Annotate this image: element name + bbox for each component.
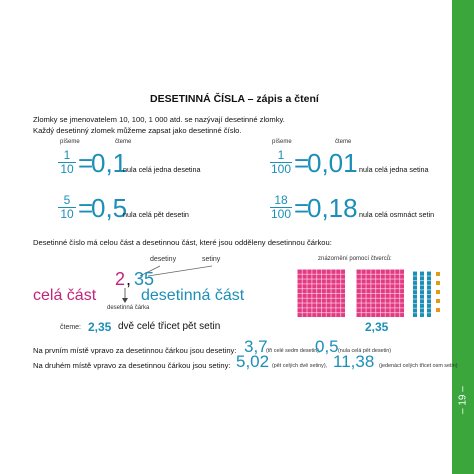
second-place-note-1: (pět celých dvě setiny), xyxy=(272,363,328,369)
hundredth-square-5 xyxy=(436,308,440,312)
equals-sign: = xyxy=(294,148,310,178)
first-place-example-1: 3,7 xyxy=(244,337,268,356)
second-place-note-2: (jedenáct celých třicet osm setin) xyxy=(379,363,458,369)
comma-sign: , xyxy=(126,269,132,289)
equals-sign: = xyxy=(78,148,94,178)
second-place-text: Na druhém místě vpravo za desetinnou čárkou jsou setiny: xyxy=(33,361,231,370)
reading-text: nula celá osmnáct setin xyxy=(359,210,435,219)
page-number: – 19 – xyxy=(457,386,469,414)
tenth-bar-1 xyxy=(413,271,417,317)
fraction-1-100 xyxy=(270,149,292,176)
second-place-example-2: 11,38 xyxy=(333,352,375,371)
parts-sentence: Desetinné číslo má celou část a desetinnou část, které jsou odděleny desetinnou čárkou: xyxy=(33,238,332,247)
label-setiny: setiny xyxy=(202,256,221,263)
label-cteme-example: čteme: xyxy=(60,324,82,331)
numerator: 5 xyxy=(58,194,76,208)
decimal-value: 0,01 xyxy=(307,148,358,178)
fraction-18-100 xyxy=(270,194,292,221)
reading-text: nula celá jedna setina xyxy=(359,165,429,174)
reading-text: nula celá pět desetin xyxy=(123,210,189,219)
intro-line-2: Každý desetinný zlomek můžeme zapsat jako desetinné číslo. xyxy=(33,126,242,135)
page-title: DESETINNÁ ČÍSLA – zápis a čtení xyxy=(150,93,319,105)
first-place-text: Na prvním místě vpravo za desetinnou čárkou jsou desetiny: xyxy=(33,346,237,355)
numerator: 1 xyxy=(270,149,292,163)
hundredth-square-3 xyxy=(436,290,440,294)
label-cela-cast: celá část xyxy=(33,287,97,304)
denominator: 10 xyxy=(60,162,74,176)
label-desetinna-carka: desetinná čárka xyxy=(107,305,150,311)
whole-square-1 xyxy=(297,269,345,317)
label-desetiny: desetiny xyxy=(150,256,177,263)
hundredth-square-1 xyxy=(436,272,440,276)
tenth-bar-3 xyxy=(427,271,431,317)
label-desetinna-cast: desetinná část xyxy=(141,287,245,304)
decimal-value: 0,5 xyxy=(91,193,128,223)
equals-sign: = xyxy=(294,193,310,223)
fraction-5-10 xyxy=(58,194,76,221)
whole-square-2 xyxy=(356,269,404,317)
first-place-note-1: (tři celé sedm desetin), xyxy=(266,348,321,354)
hundredth-square-4 xyxy=(436,299,440,303)
example-number: 2,35 xyxy=(88,320,112,334)
denominator: 100 xyxy=(270,162,292,176)
numerator: 1 xyxy=(58,149,76,163)
reading-text: nula celá jedna desetina xyxy=(123,165,201,174)
intro-line-1: Zlomky se jmenovatelem 10, 100, 1 000 atd. se nazývají desetinné zlomky. xyxy=(33,115,285,124)
denominator: 100 xyxy=(270,207,292,221)
first-place-note-2: (nula celá pět desetin) xyxy=(338,348,392,354)
whole-digit: 2 xyxy=(115,269,126,289)
hundredth-square-2 xyxy=(436,281,440,285)
label-pisem-left: píšeme xyxy=(60,139,80,145)
equals-sign: = xyxy=(78,193,94,223)
fraction-1-10 xyxy=(58,149,76,176)
decimal-digits: 35 xyxy=(134,269,155,289)
numerator: 18 xyxy=(270,194,292,208)
first-place-example-2: 0,5 xyxy=(315,337,339,356)
decimal-value: 0,1 xyxy=(91,148,128,178)
label-pisem-right: píšeme xyxy=(272,139,292,145)
decimal-value: 0,18 xyxy=(307,193,358,223)
visual-caption: znázornění pomocí čtverců: xyxy=(318,256,392,262)
second-place-example-1: 5,02 xyxy=(236,352,270,371)
label-cteme-left: čteme xyxy=(115,139,132,145)
tenth-bar-2 xyxy=(420,271,424,317)
visual-number: 2,35 xyxy=(365,320,389,334)
example-reading: dvě celé třicet pět setin xyxy=(118,321,221,332)
denominator: 10 xyxy=(60,207,74,221)
label-cteme-right: čteme xyxy=(335,139,352,145)
